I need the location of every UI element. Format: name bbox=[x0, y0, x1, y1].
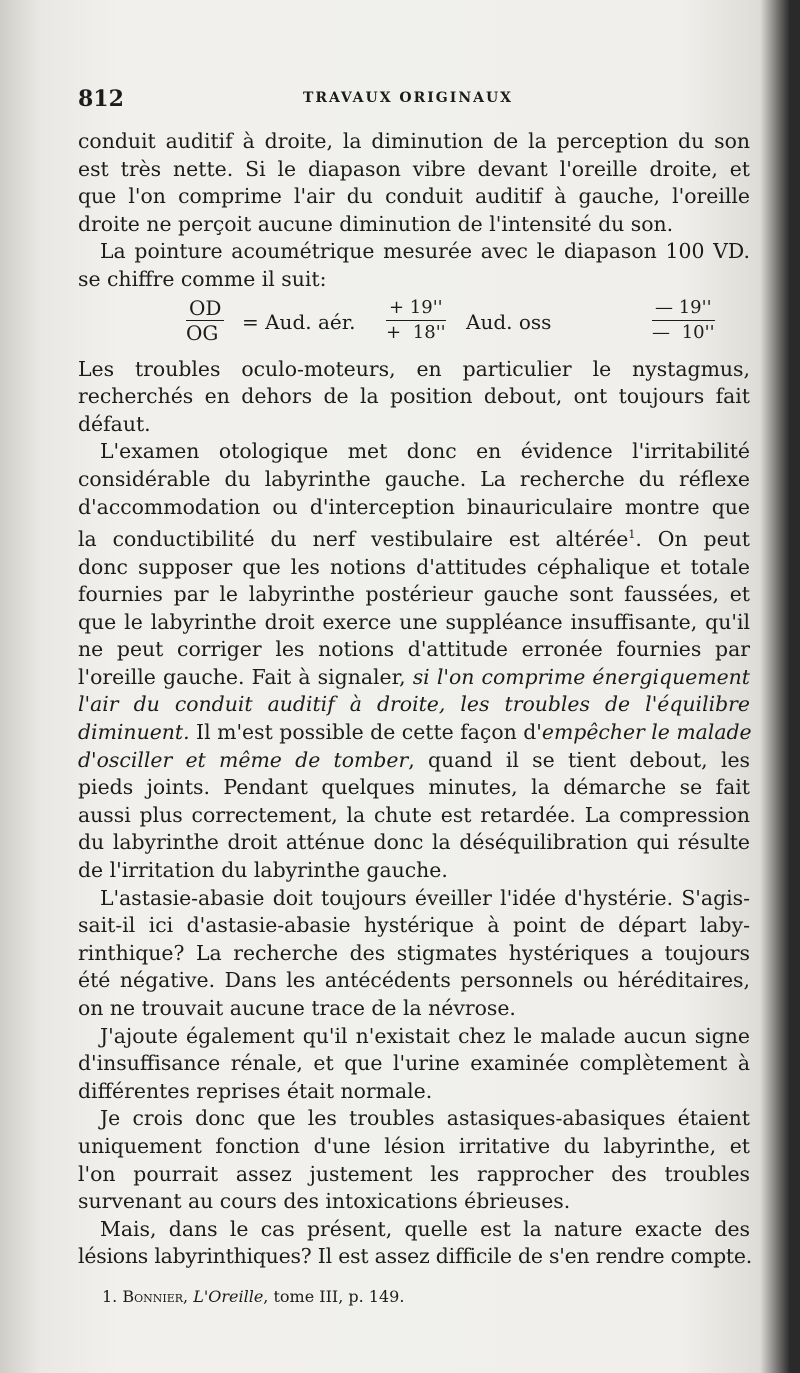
formula-aer-den: + 18'' bbox=[386, 321, 446, 343]
text-line bbox=[78, 691, 750, 719]
text-line bbox=[78, 664, 750, 692]
formula-od: OD bbox=[186, 296, 224, 321]
formula-oss-values bbox=[652, 296, 715, 345]
paragraph-3 bbox=[78, 356, 750, 439]
text-line: Les troubles oculo-moteurs, en particulier le nystagmus, bbox=[78, 356, 750, 381]
paragraph-6 bbox=[78, 1023, 750, 1106]
text-line: se chiffre comme il suit: bbox=[78, 266, 327, 291]
text-line: donc supposer que les notions d'attitudes céphalique et totale bbox=[78, 554, 750, 579]
formula-aud-oss: Aud. oss bbox=[466, 309, 552, 334]
footnote-author: Bonnier bbox=[122, 1287, 184, 1306]
text-line: sait-il ici d'astasie-abasie hystérique à point de départ laby- bbox=[78, 913, 750, 938]
text-line: rinthique? La recherche des stigmates hystériques a toujours bbox=[78, 940, 750, 965]
text-line: La pointure acoumétrique mesurée avec le diapason 100 VD. bbox=[100, 239, 750, 264]
footnote bbox=[102, 1286, 702, 1308]
text-line bbox=[78, 719, 750, 747]
text-line: différentes reprises était normale. bbox=[78, 1078, 433, 1103]
text-line: défaut. bbox=[78, 411, 151, 436]
page-header bbox=[78, 86, 738, 112]
page-number: 812 bbox=[78, 86, 124, 112]
text-line: aussi plus correctement, la chute est retardée. La compression bbox=[78, 802, 750, 827]
formula-aer-values bbox=[386, 296, 446, 345]
paragraph-8 bbox=[78, 1216, 753, 1271]
acoumetric-formula bbox=[78, 296, 750, 352]
text-line: J'ajoute également qu'il n'existait chez le malade aucun signe bbox=[100, 1023, 750, 1048]
footnote-reference: , tome III, p. 149. bbox=[263, 1287, 405, 1306]
body-text bbox=[78, 128, 753, 1271]
text-fragment: . On peut bbox=[635, 526, 750, 551]
formula-aer-num: + 19'' bbox=[386, 296, 446, 321]
footnote-marker: 1 bbox=[628, 528, 636, 542]
text-line: est très nette. Si le diapason vibre devant l'oreille droite, et bbox=[78, 156, 750, 181]
text-line: Je crois donc que les troubles astasiques-abasiques étaient bbox=[100, 1106, 750, 1131]
text-line: considérable du labyrinthe gauche. La recherche du réflexe bbox=[78, 466, 750, 491]
paragraph-2 bbox=[78, 238, 750, 293]
footnote-work: L'Oreille bbox=[193, 1287, 264, 1306]
text-line: été négative. Dans les antécédents personnels ou héréditaires, bbox=[78, 968, 750, 993]
text-fragment: l'oreille gauche. Fait à signaler, bbox=[78, 664, 413, 689]
text-line: survenant au cours des intoxications ébrieuses. bbox=[78, 1189, 571, 1214]
formula-og: OG bbox=[186, 320, 219, 345]
text-line: on ne trouvait aucune trace de la névrose. bbox=[78, 996, 516, 1021]
formula-od-og bbox=[186, 296, 224, 345]
text-line: que l'on comprime l'air du conduit auditif à gauche, l'oreille bbox=[78, 184, 750, 209]
text-fragment: la conductibilité du nerf vestibulaire est altérée bbox=[78, 526, 629, 551]
formula-aud-aer: = Aud. aér. bbox=[242, 309, 356, 334]
text-line: pieds joints. Pendant quelques minutes, la démarche se fait bbox=[78, 775, 750, 800]
paragraph-4 bbox=[78, 438, 750, 884]
footnote-separator: , bbox=[183, 1287, 194, 1306]
italic-fragment: d'osciller et même de tomber bbox=[78, 747, 409, 772]
text-line: l'on pourrait assez justement les rapprocher des troubles bbox=[78, 1161, 750, 1186]
text-line: L'examen otologique met donc en évidence l'irritabilité bbox=[100, 439, 750, 464]
text-line: L'astasie-abasie doit toujours éveiller l'idée d'hystérie. S'agis- bbox=[100, 885, 750, 910]
text-line bbox=[78, 521, 750, 553]
italic-fragment: l'air du conduit auditif à droite, les troubles de l'équilibre bbox=[78, 692, 750, 717]
text-line: fournies par le labyrinthe postérieur gauche sont faussées, et bbox=[78, 582, 750, 607]
text-line: recherchés en dehors de la position debout, ont toujours fait bbox=[78, 384, 750, 409]
text-line: ne peut corriger les notions d'attitude erronée fournies par bbox=[78, 637, 750, 662]
running-head: TRAVAUX ORIGINAUX bbox=[302, 90, 514, 106]
footnote-number: 1. bbox=[102, 1287, 118, 1306]
text-line: uniquement fonction d'une lésion irritative du labyrinthe, et bbox=[78, 1133, 750, 1158]
text-fragment: , quand il se tient debout, les bbox=[408, 747, 750, 772]
italic-fragment: diminuent. bbox=[78, 720, 190, 745]
text-line: de l'irritation du labyrinthe gauche. bbox=[78, 858, 448, 883]
formula-oss-den: — 10'' bbox=[652, 321, 715, 343]
text-line bbox=[78, 747, 750, 775]
italic-fragment: si l'on comprime énergiquement bbox=[412, 664, 750, 689]
paragraph-7 bbox=[78, 1105, 750, 1215]
text-line: que le labyrinthe droit exerce une suppléance insuffisante, qu'il bbox=[78, 609, 750, 634]
italic-fragment: empêcher le malade bbox=[541, 720, 752, 745]
text-line: du labyrinthe droit atténue donc la déséquilibration qui résulte bbox=[78, 830, 750, 855]
paragraph-1 bbox=[78, 128, 750, 238]
text-line: d'insuffisance rénale, et que l'urine examinée complètement à bbox=[78, 1051, 750, 1076]
text-line: conduit auditif à droite, la diminution de la perception du son bbox=[78, 129, 750, 153]
text-line: d'accommodation ou d'interception binauriculaire montre que bbox=[78, 494, 750, 519]
text-line: Mais, dans le cas présent, quelle est la nature exacte des bbox=[100, 1216, 750, 1241]
text-line: lésions labyrinthiques? Il est assez difficile de s'en rendre compte. bbox=[78, 1244, 753, 1269]
paragraph-5 bbox=[78, 885, 750, 1023]
text-line: droite ne perçoit aucune diminution de l'intensité du son. bbox=[78, 211, 674, 236]
formula-oss-num: — 19'' bbox=[652, 296, 715, 321]
text-fragment: Il m'est possible de cette façon d' bbox=[189, 720, 542, 745]
